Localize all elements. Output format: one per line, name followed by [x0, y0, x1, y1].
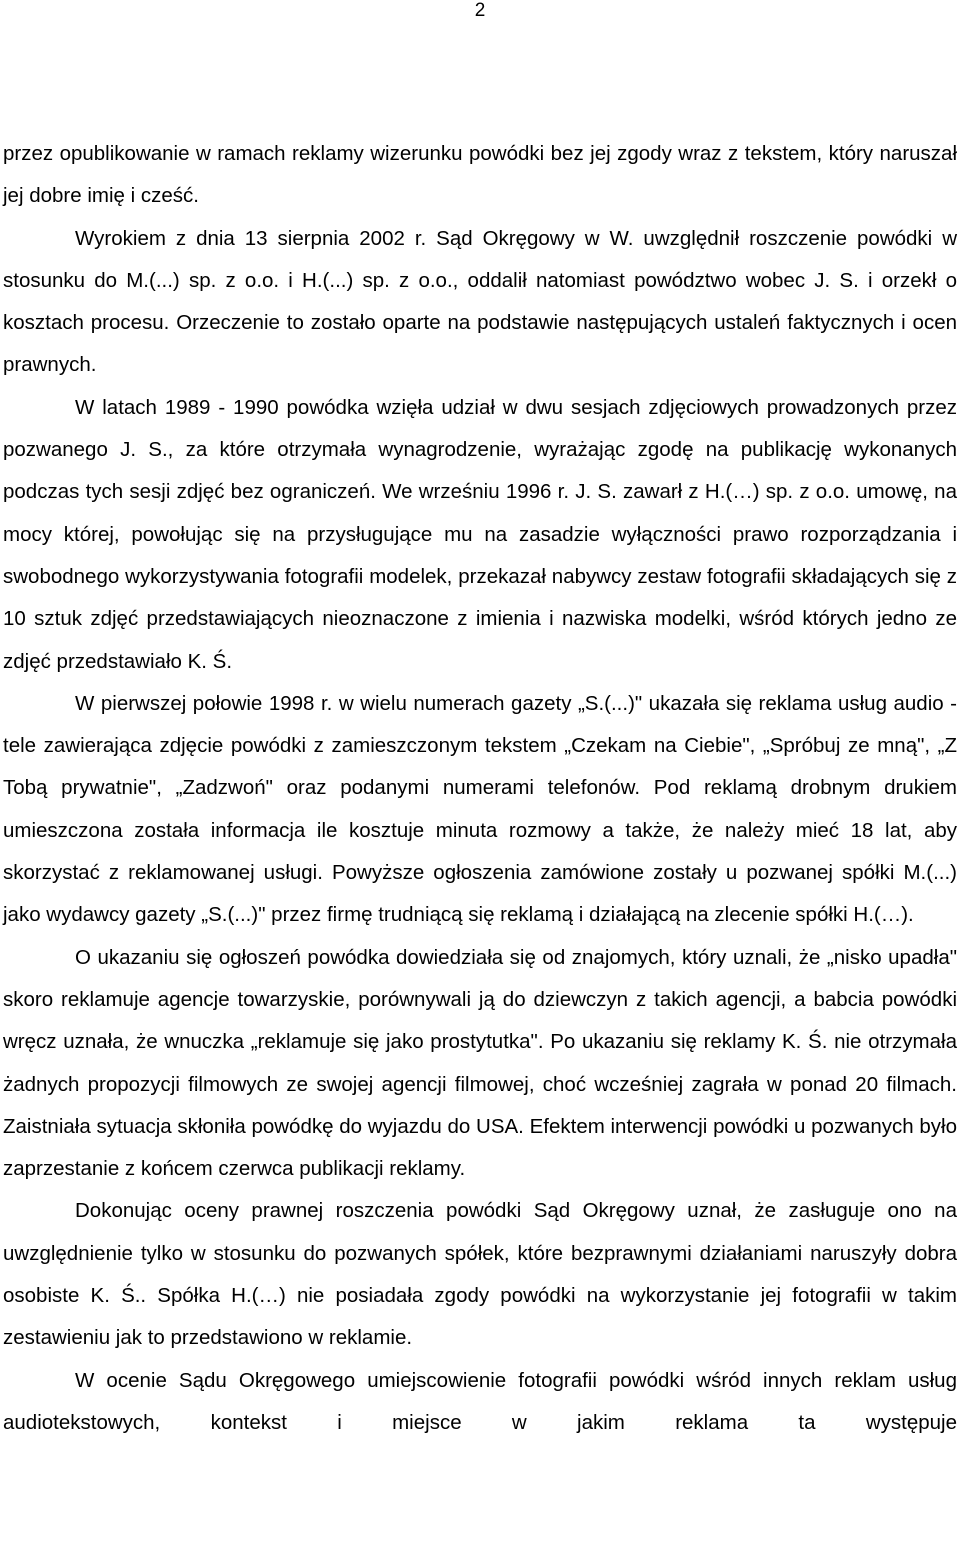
document-body: [3, 133, 957, 1444]
paragraph-4: W pierwszej połowie 1998 r. w wielu numerach gazety „S.(...)" ukazała się reklama usług audio - tele zawierająca zdjęcie powódki z zamieszczonym tekstem „Czekam na Ciebie", „Spróbuj ze mną", „Z Tobą prywatnie", „Zadzwoń" oraz podanymi numerami telefonów. Pod reklamą drobnym drukiem umieszczona została informacja ile kosztuje minuta rozmowy a także, że należy mieć 18 lat, aby skorzystać z reklamowanej usługi. Powyższe ogłoszenia zamówione zostały u pozwanej spółki M.(...) jako wydawcy gazety „S.(...)" przez firmę trudniącą się reklamą i działającą na zlecenie spółki H.(…).: [3, 691, 957, 927]
paragraph-5: O ukazaniu się ogłoszeń powódka dowiedziała się od znajomych, który uznali, że „nisko upadła" skoro reklamuje agencje towarzyskie, porównywali ją do dziewczyn z takich agencji, a babcia powódki wręcz uznała, że wnuczka „reklamuje się jako prostytutka". Po ukazaniu się reklamy K. Ś. nie otrzymała żadnych propozycji filmowych ze swojej agencji filmowej, choć wcześniej zagrała w ponad 20 filmach. Zaistniała sytuacja skłoniła powódkę do wyjazdu do USA. Efektem interwencji powódki u pozwanych było zaprzestanie z końcem czerwca publikacji reklamy.: [3, 945, 957, 1181]
paragraph-7: W ocenie Sądu Okręgowego umiejscowienie fotografii powódki wśród innych reklam usług audiotekstowych, kontekst i miejsce w jakim reklama ta występuje: [3, 1368, 957, 1434]
paragraph-1: przez opublikowanie w ramach reklamy wizerunku powódki bez jej zgody wraz z tekstem, który naruszał jej dobre imię i cześć.: [3, 142, 957, 208]
paragraph-2: Wyrokiem z dnia 13 sierpnia 2002 r. Sąd Okręgowy w W. uwzględnił roszczenie powódki w stosunku do M.(...) sp. z o.o. i H.(...) sp. z o.o., oddalił natomiast powództwo wobec J. S. i orzekł o kosztach procesu. Orzeczenie to zostało oparte na podstawie następujących ustaleń faktycznych i ocen prawnych.: [3, 226, 957, 377]
page-number: 2: [474, 0, 486, 21]
paragraph-6: Dokonując oceny prawnej roszczenia powódki Sąd Okręgowy uznał, że zasługuje ono na uwzględnienie tylko w stosunku do pozwanych spółek, które bezprawnymi działaniami naruszyły dobra osobiste K. Ś.. Spółka H.(…) nie posiadała zgody powódki na wykorzystanie jej fotografii w takim zestawieniu jak to przedstawiono w reklamie.: [3, 1199, 957, 1350]
paragraph-3: W latach 1989 - 1990 powódka wzięła udział w dwu sesjach zdjęciowych prowadzonych przez pozwanego J. S., za które otrzymała wynagrodzenie, wyrażając zgodę na publikację wykonanych podczas tych sesji zdjęć bez ograniczeń. We wrześniu 1996 r. J. S. zawarł z H.(…) sp. z o.o. umowę, na mocy której, powołując się na przysługujące mu na zasadzie wyłączności prawo rozporządzania i swobodnego wykorzystywania fotografii modelek, przekazał nabywcy zestaw fotografii składających się z 10 sztuk zdjęć przedstawiających nieoznaczone z imienia i nazwiska modelki, wśród których jedno ze zdjęć przedstawiało K. Ś.: [3, 395, 957, 673]
